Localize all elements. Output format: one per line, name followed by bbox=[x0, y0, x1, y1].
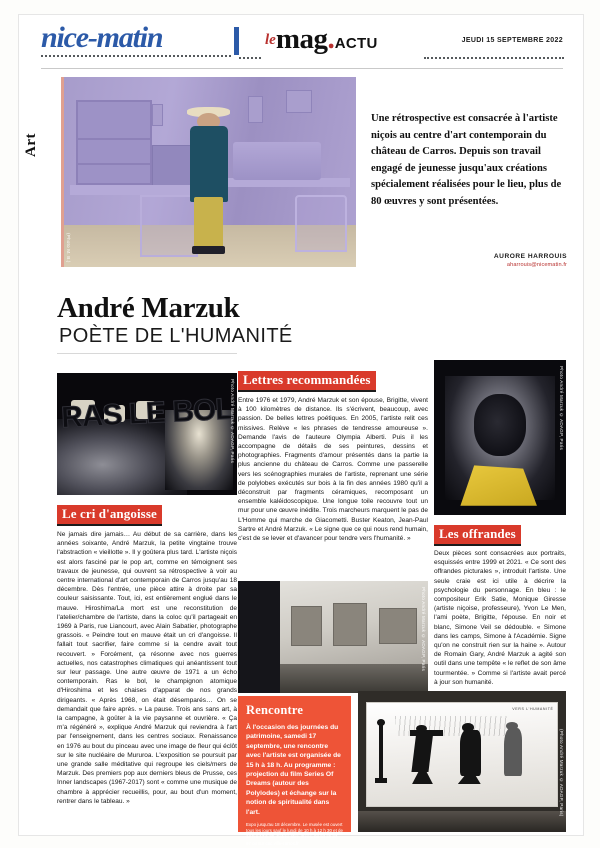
nice-matin-logo[interactable]: nice-matin bbox=[41, 21, 163, 54]
hero-stool bbox=[295, 195, 348, 252]
page-title: André Marzuk bbox=[57, 292, 240, 324]
le-mag-actu-logo[interactable] bbox=[265, 25, 378, 54]
hero-objects-group bbox=[233, 142, 321, 180]
title-rule bbox=[57, 353, 237, 354]
section-label-art: Art bbox=[23, 133, 39, 157]
walker-figure-1-feet bbox=[375, 778, 387, 782]
walkers-artwork-title: VERS L'HUMANITÉ bbox=[512, 706, 554, 711]
byline-author: AURORE HARROUIS bbox=[493, 253, 567, 260]
section-heading-le-cri-dangoisse: Le cri d'angoisse bbox=[57, 505, 162, 526]
walkers-photo-credit: (Photo André Marzuk © ADAGP, Paris) bbox=[559, 728, 564, 816]
byline-email[interactable]: aharrouis@nicematin.fr bbox=[506, 262, 567, 268]
le-mag-mag: mag bbox=[275, 23, 328, 55]
masthead-date: JEUDI 15 SEPTEMBRE 2022 bbox=[461, 37, 563, 44]
hero-frame-1 bbox=[152, 104, 164, 127]
page-subtitle: POÈTE DE L'HUMANITÉ bbox=[59, 325, 293, 347]
gallery-dark-corner bbox=[238, 581, 280, 693]
masthead-dotted-rule-left bbox=[41, 55, 231, 57]
artwork-photo-ras-le-bol bbox=[57, 373, 237, 495]
section-body-lettres-recommandees: Entre 1976 et 1979, André Marzuk et son épouse, Brigitte, vivent à 100 kilomètres de distance. Ils s'écrivent, beaucoup, avec passion. De belles lettres poétiques. En 2005, l'artiste relit ces missives. Relève « les phrases de tendresse amoureuse ». Demande l'avis de l'auteure Olympia Alberti. Puis il les accompagne de détails de ses peintures, dessins et photographies. Fragments d'amour présentés dans la partie la plus ancienne du château de Carros. Comme une passerelle vers les scénographies murales de l'artiste, reprenant une série de polylobes exécutés sur bois à la fin des années 1980 qu'il a déconstruit par fragments céramiques, recomposant un ensemble kaléidoscopique. Une longue toile recouvre tout un mur pour une œuvre inédite. Trois marcheurs marquent le pas de L'Homme qui marche de Giacometti. Buster Keaton, Jean-Paul Sartre et André Marzuk. « Le signe que ce qui nous rend humain, c'est de se lever et d'avancer pour tendre vers l'humanité. » bbox=[238, 397, 428, 543]
masthead-dotted-rule-mid bbox=[239, 57, 261, 59]
walkers-floor bbox=[358, 811, 566, 832]
walkers-mural-photo bbox=[358, 691, 566, 832]
hero-chair bbox=[140, 195, 198, 258]
hero-frame-2 bbox=[248, 96, 263, 123]
gallery-photo-credit: Photo André Marzuk © ADAGP, Paris bbox=[421, 587, 426, 672]
portrait-face bbox=[474, 394, 527, 456]
masthead-blue-bar bbox=[234, 27, 239, 55]
rencontre-fine-print: Expo jusqu'au 18 décembre. Le musée est ouvert tous les jours sauf le lundi de 10 h à 12 h 30 et de 14 h à 17 h 30. Entrée libre. Rens. 04 93 29 37 97 ou sur cac.ville-carros.fr bbox=[246, 822, 343, 846]
le-mag-dot: . bbox=[327, 23, 335, 55]
masthead bbox=[19, 15, 585, 67]
masthead-rule bbox=[41, 68, 563, 69]
gallery-artwork-3 bbox=[379, 608, 417, 644]
gallery-interior-photo bbox=[238, 581, 428, 693]
hero-artist-legs bbox=[194, 197, 223, 248]
section-heading-les-offrandes: Les offrandes bbox=[434, 525, 521, 546]
rencontre-body: À l'occasion des journées du patrimoine, samedi 17 septembre, une rencontre avec l'artiste est organisée de 15 h à 18 h. Au programme : projection du film Series Of Dreams (autour des Polylodes) et échange sur la notion de spiritualité dans l'art. bbox=[246, 724, 341, 816]
gallery-artwork-1 bbox=[291, 606, 321, 646]
le-mag-le: le bbox=[265, 32, 276, 48]
rencontre-info-box bbox=[238, 696, 351, 846]
portrait-photo-credit: Photo André Marzuk © ADAGP, Paris bbox=[559, 366, 564, 451]
walker-figure-3-body bbox=[460, 730, 481, 775]
intro-standfirst: Une rétrospective est consacrée à l'artiste niçois au centre d'art contemporain du château de Carros. Depuis son travail engagé de jeunesse jusqu'aux créations spécialement réalisées pour le lieu, plus de 80 œuvres y sont présentées. bbox=[371, 113, 562, 207]
hero-shelf-unit bbox=[76, 100, 152, 186]
byline bbox=[371, 253, 567, 268]
walker-figure-1-body bbox=[379, 722, 383, 781]
hero-frame-3 bbox=[286, 90, 312, 113]
section-heading-lettres-recommandees: Lettres recommandées bbox=[238, 371, 376, 392]
section-body-le-cri-dangoisse: Ne jamais dire jamais… Au début de sa carrière, dans les années soixante, André Marzuk, la petite vingtaine trouve l'abstraction « vieillotte ». Il y goûtera plus tard. L'artiste niçois est alors fasciné par le pop art, comme en témoignent ses travaux de jeunesse, qui ouvrent sa rétrospective à voir au centre international d'art contemporain de Carros jusqu'au 18 décembre. Dès l'entrée, une pièce attire à droite par sa couleur saisissante. Tout, ici, est entièrement englué dans le mauve. Hiroshima/La mort est une reconstitution de l'atelier/chambre de l'artiste, dans la coloc qu'il partageait en 1969 à Paris, rue Liancourt, avec Alain Sabatier, photographe grassois. « Peindre tout en mauve était un cri d'angoisse. Il fallait tout sacrifier, faire comme si la cendre avait tout recouvert. » Forcément, ça résonne avec nos guerres actuelles, nos catastrophes climatiques qui anéantissent tout sur leur passage. Une autre œuvre de 1971 a un écho contemporain. Ras le bol, le champignon atomique d'Hiroshima et les chaises d'apparat de nos grands dirigeants. « Après 1968, on était désemparés… On se demandait que faire après. » La pause. Trois ans sans art, à la campagne, à goûter à la vie paysanne et ouvrière. « Ça m'a régénéré », explique André Marzuk qui reviendra à l'art par l'enseignement, dans les centres sociaux. Renaissance en 1976 au bout du pinceau avec une image de fleur qui éclôt sur le site nucléaire de Mururoa. L'exposition se poursuit par une grande salle méditative qui regroupe les ciels/mers de Marzuk. Des premiers pop aux derniers bleus de Prusse, ces Inner landscapes (1967-2017) sont « comme une musique de chambre à apprécier recueillis, pour, au bout d'un moment, rentrer dans le tableau. » bbox=[57, 531, 237, 805]
ras-le-bol-photo-credit: Photo André Marzuk © ADAGP, Paris bbox=[230, 379, 235, 464]
masthead-dotted-rule-right bbox=[424, 57, 564, 59]
hero-photo-credit: (Photo M. B.) bbox=[66, 233, 71, 263]
section-body-les-offrandes: Deux pièces sont consacrées aux portraits, esquissés entre 1999 et 2021. « Ce sont des offrandes picturales », introduit l'artiste. Une seule craie est ici utile à décrire la psychologie du personnage. En bleu : le compositeur Erik Satie, Monique Giresse (artiste niçoise, professeure), Yvon Le Men, l'ami poète, Brigitte, l'épouse. En noir et blanc, Simone Veil se dédouble. « Simone dans les camps, Simone à l'Académie. Signe qu'on ne construit rien sur la haine ». Autour de Romain Gary, André Marzuk a agité son outil dans une tempête « le reflet de son âme tourmentée. » Comme si l'artiste avait percé à jour son humanité. bbox=[434, 550, 566, 686]
hero-photo-artist-in-mauve-room bbox=[61, 77, 356, 267]
walker-figure-4-body bbox=[504, 728, 523, 776]
rencontre-heading: Rencontre bbox=[246, 703, 304, 717]
hero-artist-torso bbox=[190, 126, 228, 202]
page-content-area bbox=[18, 14, 584, 846]
hero-artist-shoes bbox=[192, 246, 224, 254]
gallery-artwork-2 bbox=[333, 603, 367, 646]
walker-figure-2-head bbox=[416, 725, 426, 732]
portrait-artwork-photo bbox=[434, 360, 566, 515]
hero-desk-left bbox=[70, 185, 193, 195]
walker-figure-2-arm bbox=[410, 730, 443, 736]
le-mag-actu: ACTU bbox=[334, 35, 378, 52]
ras-le-bol-artwork-text: RAS LE BOL bbox=[59, 392, 233, 435]
